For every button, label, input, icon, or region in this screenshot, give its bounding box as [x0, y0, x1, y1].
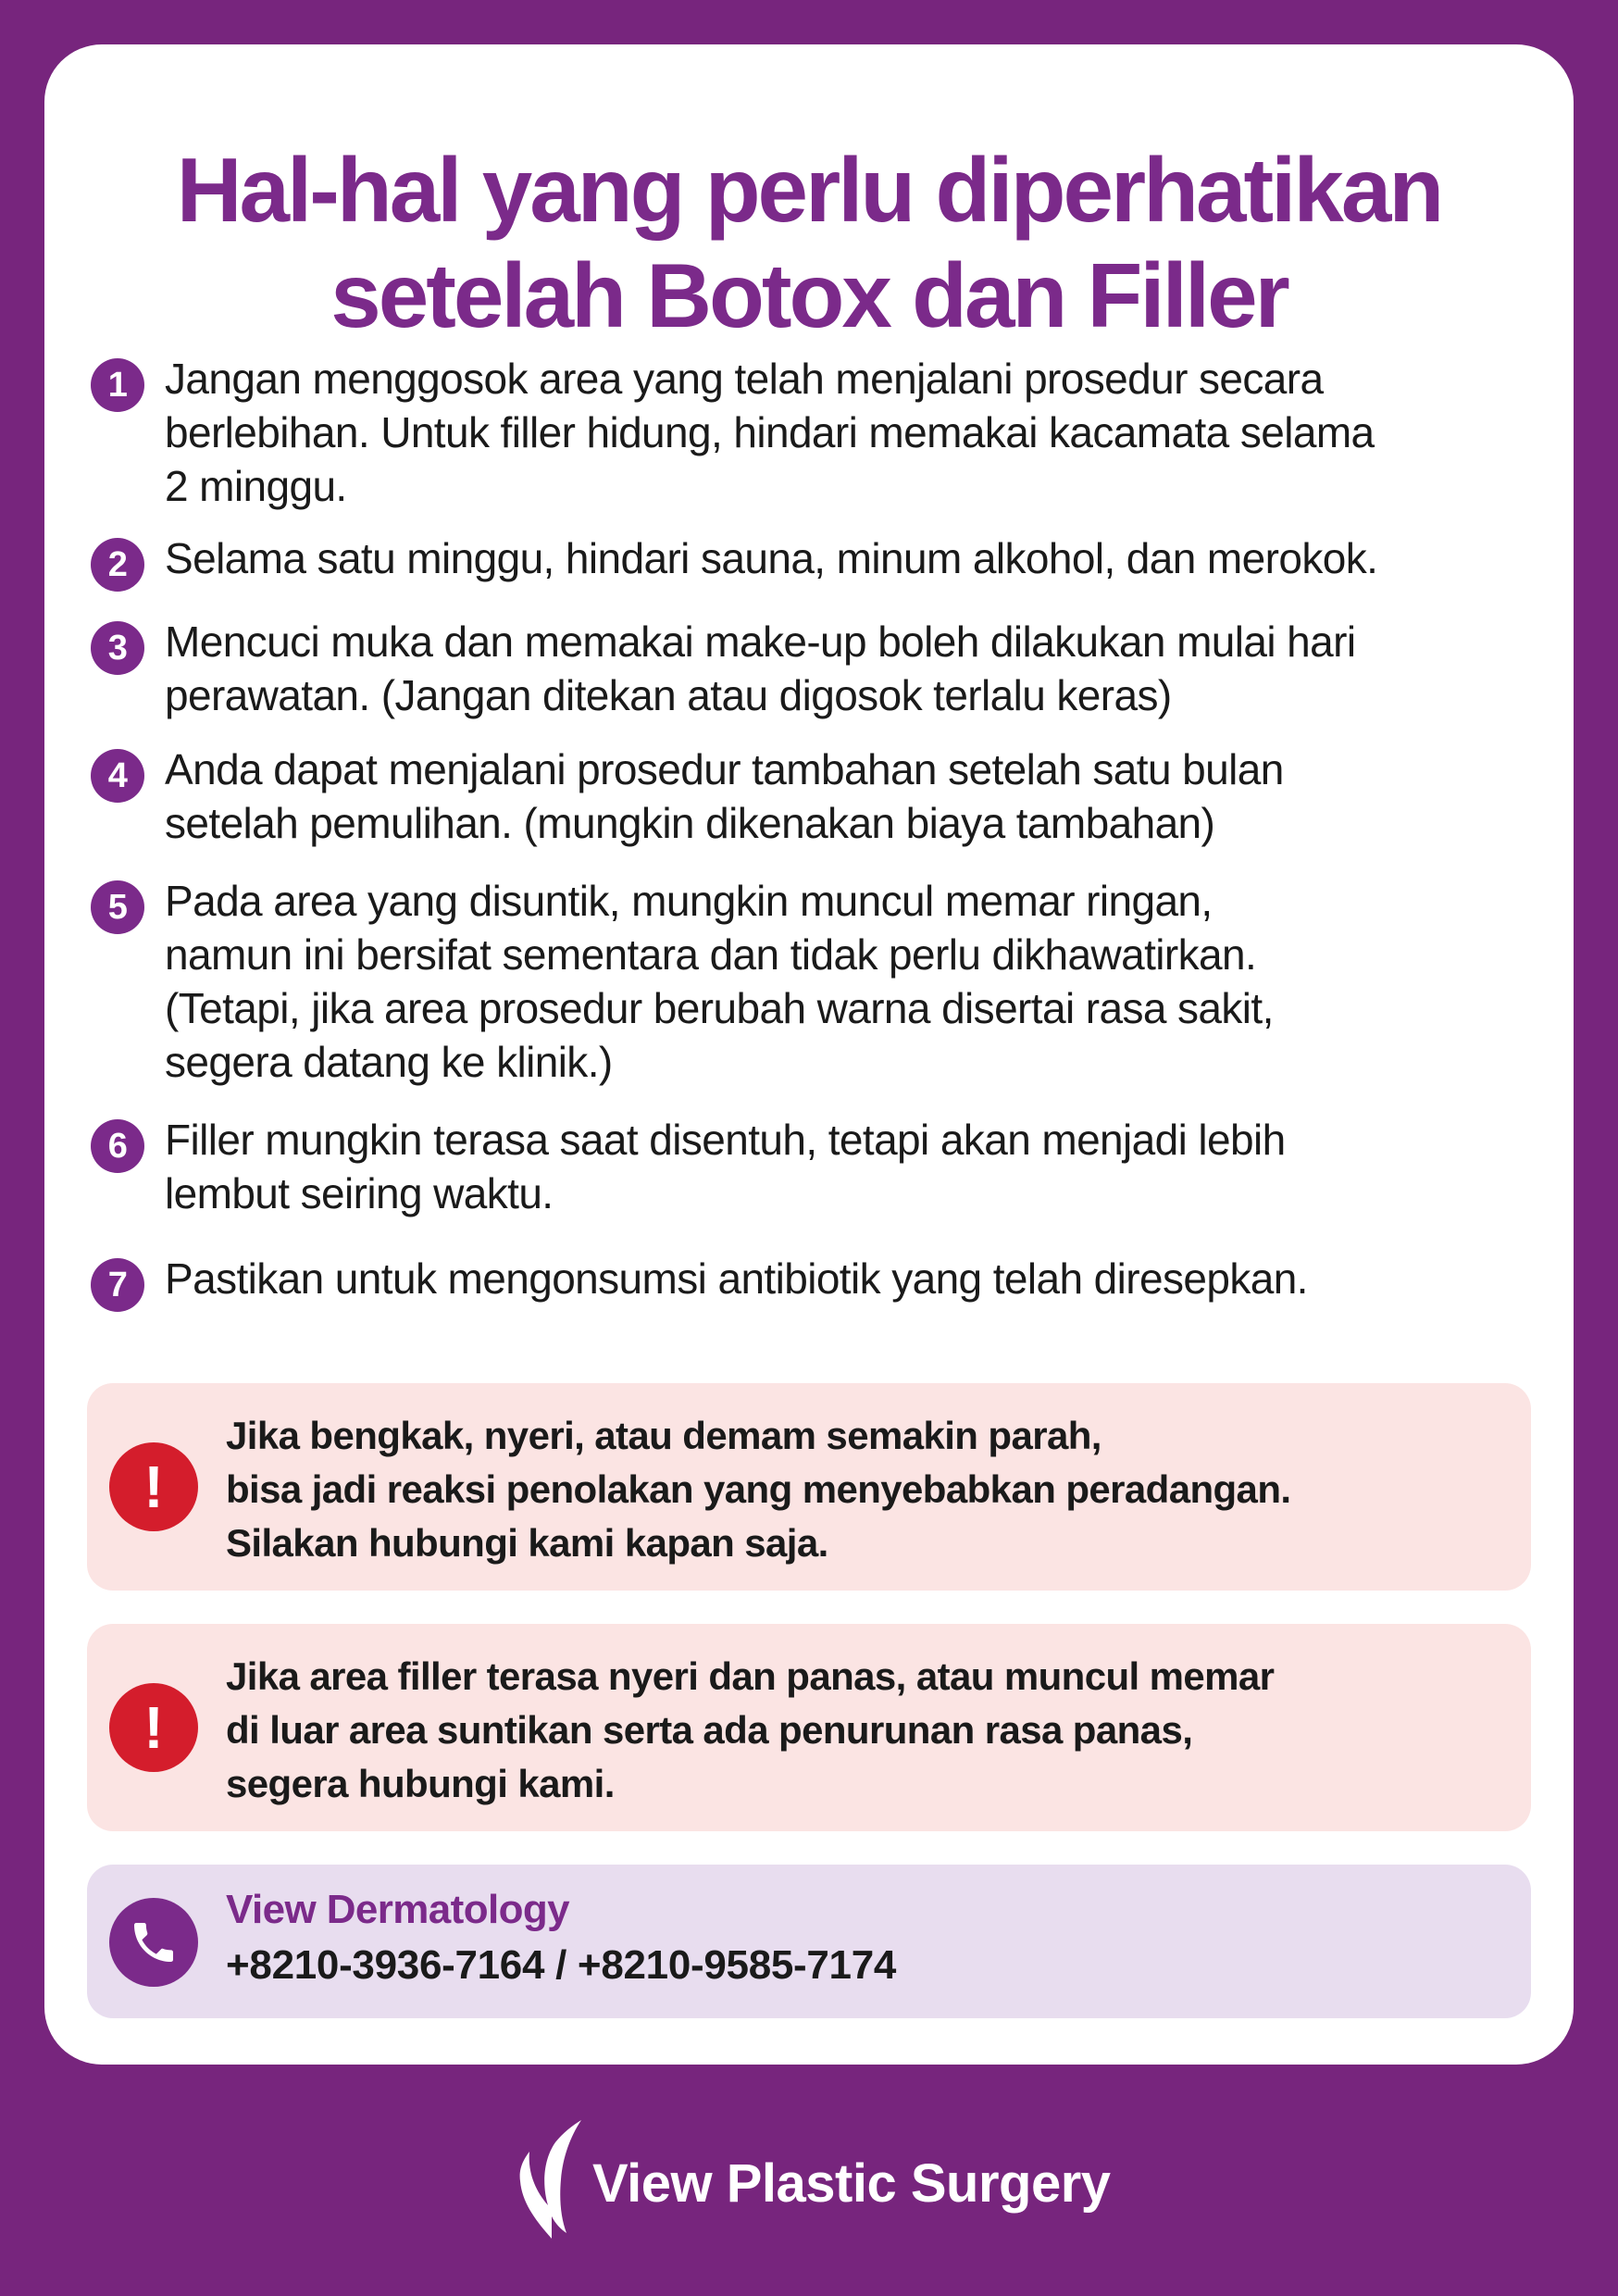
- item-line: setelah pemulihan. (mungkin dikenakan biaya tambahan): [165, 799, 1215, 847]
- number-badge: 4: [91, 749, 144, 803]
- warning-line: segera hubungi kami.: [226, 1762, 615, 1805]
- item-line: Filler mungkin terasa saat disentuh, tetapi akan menjadi lebih: [165, 1116, 1286, 1164]
- exclamation-icon: !: [109, 1442, 198, 1531]
- item-line: Mencuci muka dan memakai make-up boleh dilakukan mulai hari: [165, 618, 1356, 666]
- item-line: Jangan menggosok area yang telah menjalani prosedur secara: [165, 355, 1324, 403]
- list-item: [91, 742, 1535, 850]
- warning-box: [87, 1624, 1531, 1831]
- item-line: Selama satu minggu, hindari sauna, minum alkohol, dan merokok.: [165, 534, 1378, 582]
- warning-line: Jika bengkak, nyeri, atau demam semakin parah,: [226, 1414, 1101, 1457]
- warning-text: [226, 1650, 1274, 1811]
- number-badge: 3: [91, 621, 144, 675]
- warning-line: Silakan hubungi kami kapan saja.: [226, 1521, 828, 1565]
- list-item: [91, 1113, 1535, 1220]
- list-item: [91, 1252, 1535, 1305]
- warning-line: bisa jadi reaksi penolakan yang menyebabkan peradangan.: [226, 1467, 1291, 1511]
- number-badge: 6: [91, 1119, 144, 1173]
- number-badge: 7: [91, 1258, 144, 1312]
- content-card: [44, 44, 1574, 2065]
- brand-name: View Plastic Surgery: [592, 2153, 1111, 2214]
- item-line: lembut seiring waktu.: [165, 1169, 554, 1217]
- warning-box: [87, 1383, 1531, 1591]
- phone-icon: [109, 1898, 198, 1987]
- list-item: [91, 874, 1535, 1089]
- item-line: (Tetapi, jika area prosedur berubah warna disertai rasa sakit,: [165, 984, 1274, 1032]
- clinic-name: View Dermatology: [226, 1887, 570, 1932]
- item-line: perawatan. (Jangan ditekan atau digosok terlalu keras): [165, 671, 1172, 719]
- leaf-logo-icon: [515, 2120, 589, 2240]
- title-line-1: Hal-hal yang perlu diperhatikan: [176, 139, 1442, 241]
- item-line: berlebihan. Untuk filler hidung, hindari memakai kacamata selama: [165, 408, 1375, 456]
- warning-line: Jika area filler terasa nyeri dan panas, atau muncul memar: [226, 1654, 1275, 1698]
- number-badge: 1: [91, 358, 144, 412]
- number-badge: 5: [91, 880, 144, 934]
- footer: [0, 2120, 1618, 2240]
- title-line-2: setelah Botox dan Filler: [330, 244, 1288, 346]
- phone-numbers[interactable]: +8210-3936-7164 / +8210-9585-7174: [226, 1942, 897, 1988]
- warning-text: [226, 1409, 1290, 1570]
- item-line: namun ini bersifat sementara dan tidak perlu dikhawatirkan.: [165, 930, 1257, 979]
- item-line: Pastikan untuk mengonsumsi antibiotik yang telah diresepkan.: [165, 1254, 1308, 1303]
- exclamation-icon: !: [109, 1683, 198, 1772]
- warning-line: di luar area suntikan serta ada penurunan rasa panas,: [226, 1708, 1193, 1752]
- item-line: segera datang ke klinik.): [165, 1038, 613, 1086]
- item-line: Pada area yang disuntik, mungkin muncul memar ringan,: [165, 877, 1213, 925]
- item-line: 2 minggu.: [165, 462, 347, 510]
- instruction-list: [91, 352, 1535, 1305]
- list-item: [91, 531, 1535, 585]
- page-title: [44, 137, 1574, 348]
- number-badge: 2: [91, 538, 144, 592]
- list-item: [91, 352, 1535, 513]
- contact-box: [87, 1865, 1531, 2018]
- list-item: [91, 615, 1535, 722]
- item-line: Anda dapat menjalani prosedur tambahan setelah satu bulan: [165, 745, 1284, 793]
